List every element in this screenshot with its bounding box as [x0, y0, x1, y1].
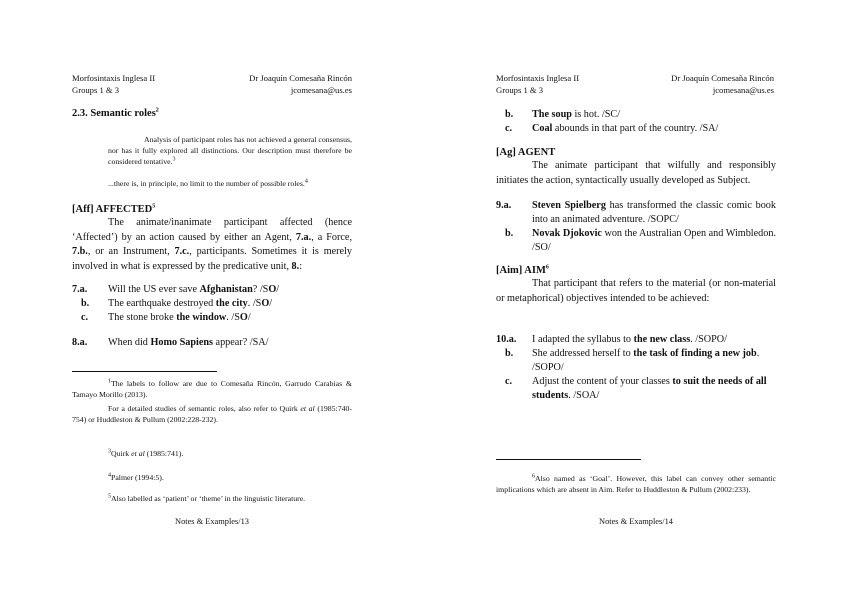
- para-text: The animate/inanimate participant affected (hence ‘Affected’) by an action caused by either an Agent,: [72, 217, 352, 243]
- footnote-ref: 3: [172, 156, 176, 163]
- example-number: 7.a.: [72, 284, 88, 295]
- example-7c: [72, 311, 352, 325]
- footnote-marker: 1: [108, 378, 111, 385]
- quote-text: ...there is, in principle, no limit to the number of possible roles.: [108, 179, 305, 188]
- footnote-ref: 6: [545, 264, 549, 271]
- groups-label: Groups 1 & 3: [72, 85, 120, 95]
- role-heading-agent: [Ag] AGENT: [496, 147, 556, 158]
- footnote-ref: 5: [152, 203, 156, 210]
- example-ref: 7.c.: [174, 246, 190, 257]
- footnote-text: The labels to follow are due to Comesaña Rincón, Garrudo Carabias & Tamayo Morillo (2013).: [72, 379, 352, 399]
- quote-block: [108, 134, 352, 167]
- agent-description: The animate participant that wilfully and responsibly initiates the action, syntactically usually developed as Subject.: [496, 160, 776, 186]
- example-10c: [496, 375, 776, 403]
- example-text: Will the US ever save Afghanistan? /SO/: [108, 284, 280, 295]
- footnote-5: $^5$Also labelled as ‘patient’ or ‘theme’ in the linguistic literature.: [108, 493, 306, 503]
- quote-text: Analysis of participant roles has not achieved a general consensus, nor has it fully explored all distinctions. Our description must therefore be considered tentative.: [108, 135, 352, 166]
- affected-description: [72, 216, 352, 274]
- footnote-marker: 3: [108, 448, 111, 455]
- page-footer: Notes & Examples/14: [599, 517, 673, 526]
- section-title-text: 2.3. Semantic roles: [72, 108, 156, 119]
- example-number: b.: [505, 348, 514, 359]
- example-b-cont: [496, 108, 776, 122]
- footnote-marker: 6: [532, 473, 535, 480]
- example-ref: 7.b.: [72, 246, 88, 257]
- example-number: 9.a.: [496, 200, 512, 211]
- aim-description: That participant that refers to the material (or non-material or metaphorical) objectives intended to be achieved:: [496, 278, 776, 304]
- example-c-cont: [496, 122, 776, 136]
- example-number: b.: [505, 228, 514, 239]
- example-text: Novak Djokovic won the Australian Open and Wimbledon. /SO/: [532, 228, 776, 253]
- example-number: c.: [81, 312, 89, 323]
- example-text: When did Homo Sapiens appear? /SA/: [108, 337, 269, 348]
- role-heading-text: [Aim] AIM: [496, 265, 546, 276]
- author-email: jcomesana@us.es: [290, 85, 352, 95]
- example-text: The earthquake destroyed the city. /SO/: [108, 298, 273, 309]
- example-number: b.: [81, 298, 90, 309]
- footnote-1-continued: For a detailed studies of semantic roles, also refer to Quirk et al (1985:740-754) or Huddleston & Pullum (2002:228-232).: [72, 404, 352, 424]
- page-footer: Notes & Examples/13: [175, 517, 249, 526]
- example-number: b.: [505, 109, 514, 120]
- footnote-text: Also named as ‘Goal’. However, this label can convey other semantic implications which are absent in Aim. Refer to Huddleston & Pullum (2002:233).: [496, 474, 776, 494]
- role-heading-text: [Aff] AFFECTED: [72, 204, 153, 215]
- para-text: :: [299, 260, 303, 272]
- example-text: I adapted the syllabus to the new class. /SOPO/: [532, 334, 727, 345]
- role-heading-affected: [72, 204, 155, 215]
- example-number: c.: [505, 376, 513, 387]
- author-email: jcomesana@us.es: [712, 85, 774, 95]
- para-text: , or an Instrument,: [87, 246, 175, 257]
- footnote-divider: [496, 459, 641, 460]
- example-ref: 8.: [291, 260, 300, 272]
- author-name: Dr Joaquín Comesaña Rincón: [671, 73, 774, 83]
- example-number: 8.a.: [72, 337, 88, 348]
- example-ref: 7.a.: [295, 231, 312, 243]
- example-text: Steven Spielberg has transformed the classic comic book into an animated adventure. /SOPC/: [532, 200, 776, 225]
- footnote-marker: 4: [108, 472, 111, 479]
- example-9b: [496, 227, 776, 255]
- right-page: [424, 0, 848, 600]
- example-7b: [72, 297, 352, 311]
- course-name: Morfosintaxis Inglesa II: [496, 73, 580, 83]
- example-10b: [496, 347, 776, 375]
- footnote-1: [72, 379, 352, 400]
- para-text: , participants. Sometimes it is merely involved in what is expressed by the predicative unit,: [72, 246, 352, 272]
- footnote-ref: 2: [155, 107, 159, 114]
- example-9a: [496, 199, 776, 227]
- footnote-divider: [72, 371, 217, 372]
- footnote-6: [496, 474, 776, 495]
- example-10a: [496, 333, 776, 347]
- author-name: Dr Joaquín Comesaña Rincón: [249, 73, 352, 83]
- quote-block-2: [108, 178, 352, 189]
- example-number: 10.a.: [496, 334, 517, 345]
- groups-label: Groups 1 & 3: [496, 85, 544, 95]
- footnote-marker: 5: [108, 493, 111, 500]
- para-text: , a Force,: [311, 231, 352, 243]
- footnote-4: $^4$Palmer (1994:5).: [108, 472, 164, 482]
- footnote-ref: 4: [304, 178, 308, 185]
- example-text: The stone broke the window. /SO/: [108, 312, 251, 323]
- course-name: Morfosintaxis Inglesa II: [72, 73, 156, 83]
- example-text: Coal abounds in that part of the country. /SA/: [532, 123, 719, 134]
- footnote-3: $^3$Quirk et al (1985:741).: [108, 448, 184, 458]
- example-text: The soup is hot. /SC/: [532, 109, 621, 120]
- role-heading-aim: [496, 265, 549, 276]
- example-7a: [72, 283, 352, 297]
- example-number: c.: [505, 123, 513, 134]
- section-title: [72, 108, 159, 119]
- example-text: Adjust the content of your classes to suit the needs of all students. /SOA/: [532, 376, 767, 401]
- example-8a: [72, 336, 352, 350]
- example-text: She addressed herself to the task of finding a new job. /SOPO/: [532, 348, 760, 373]
